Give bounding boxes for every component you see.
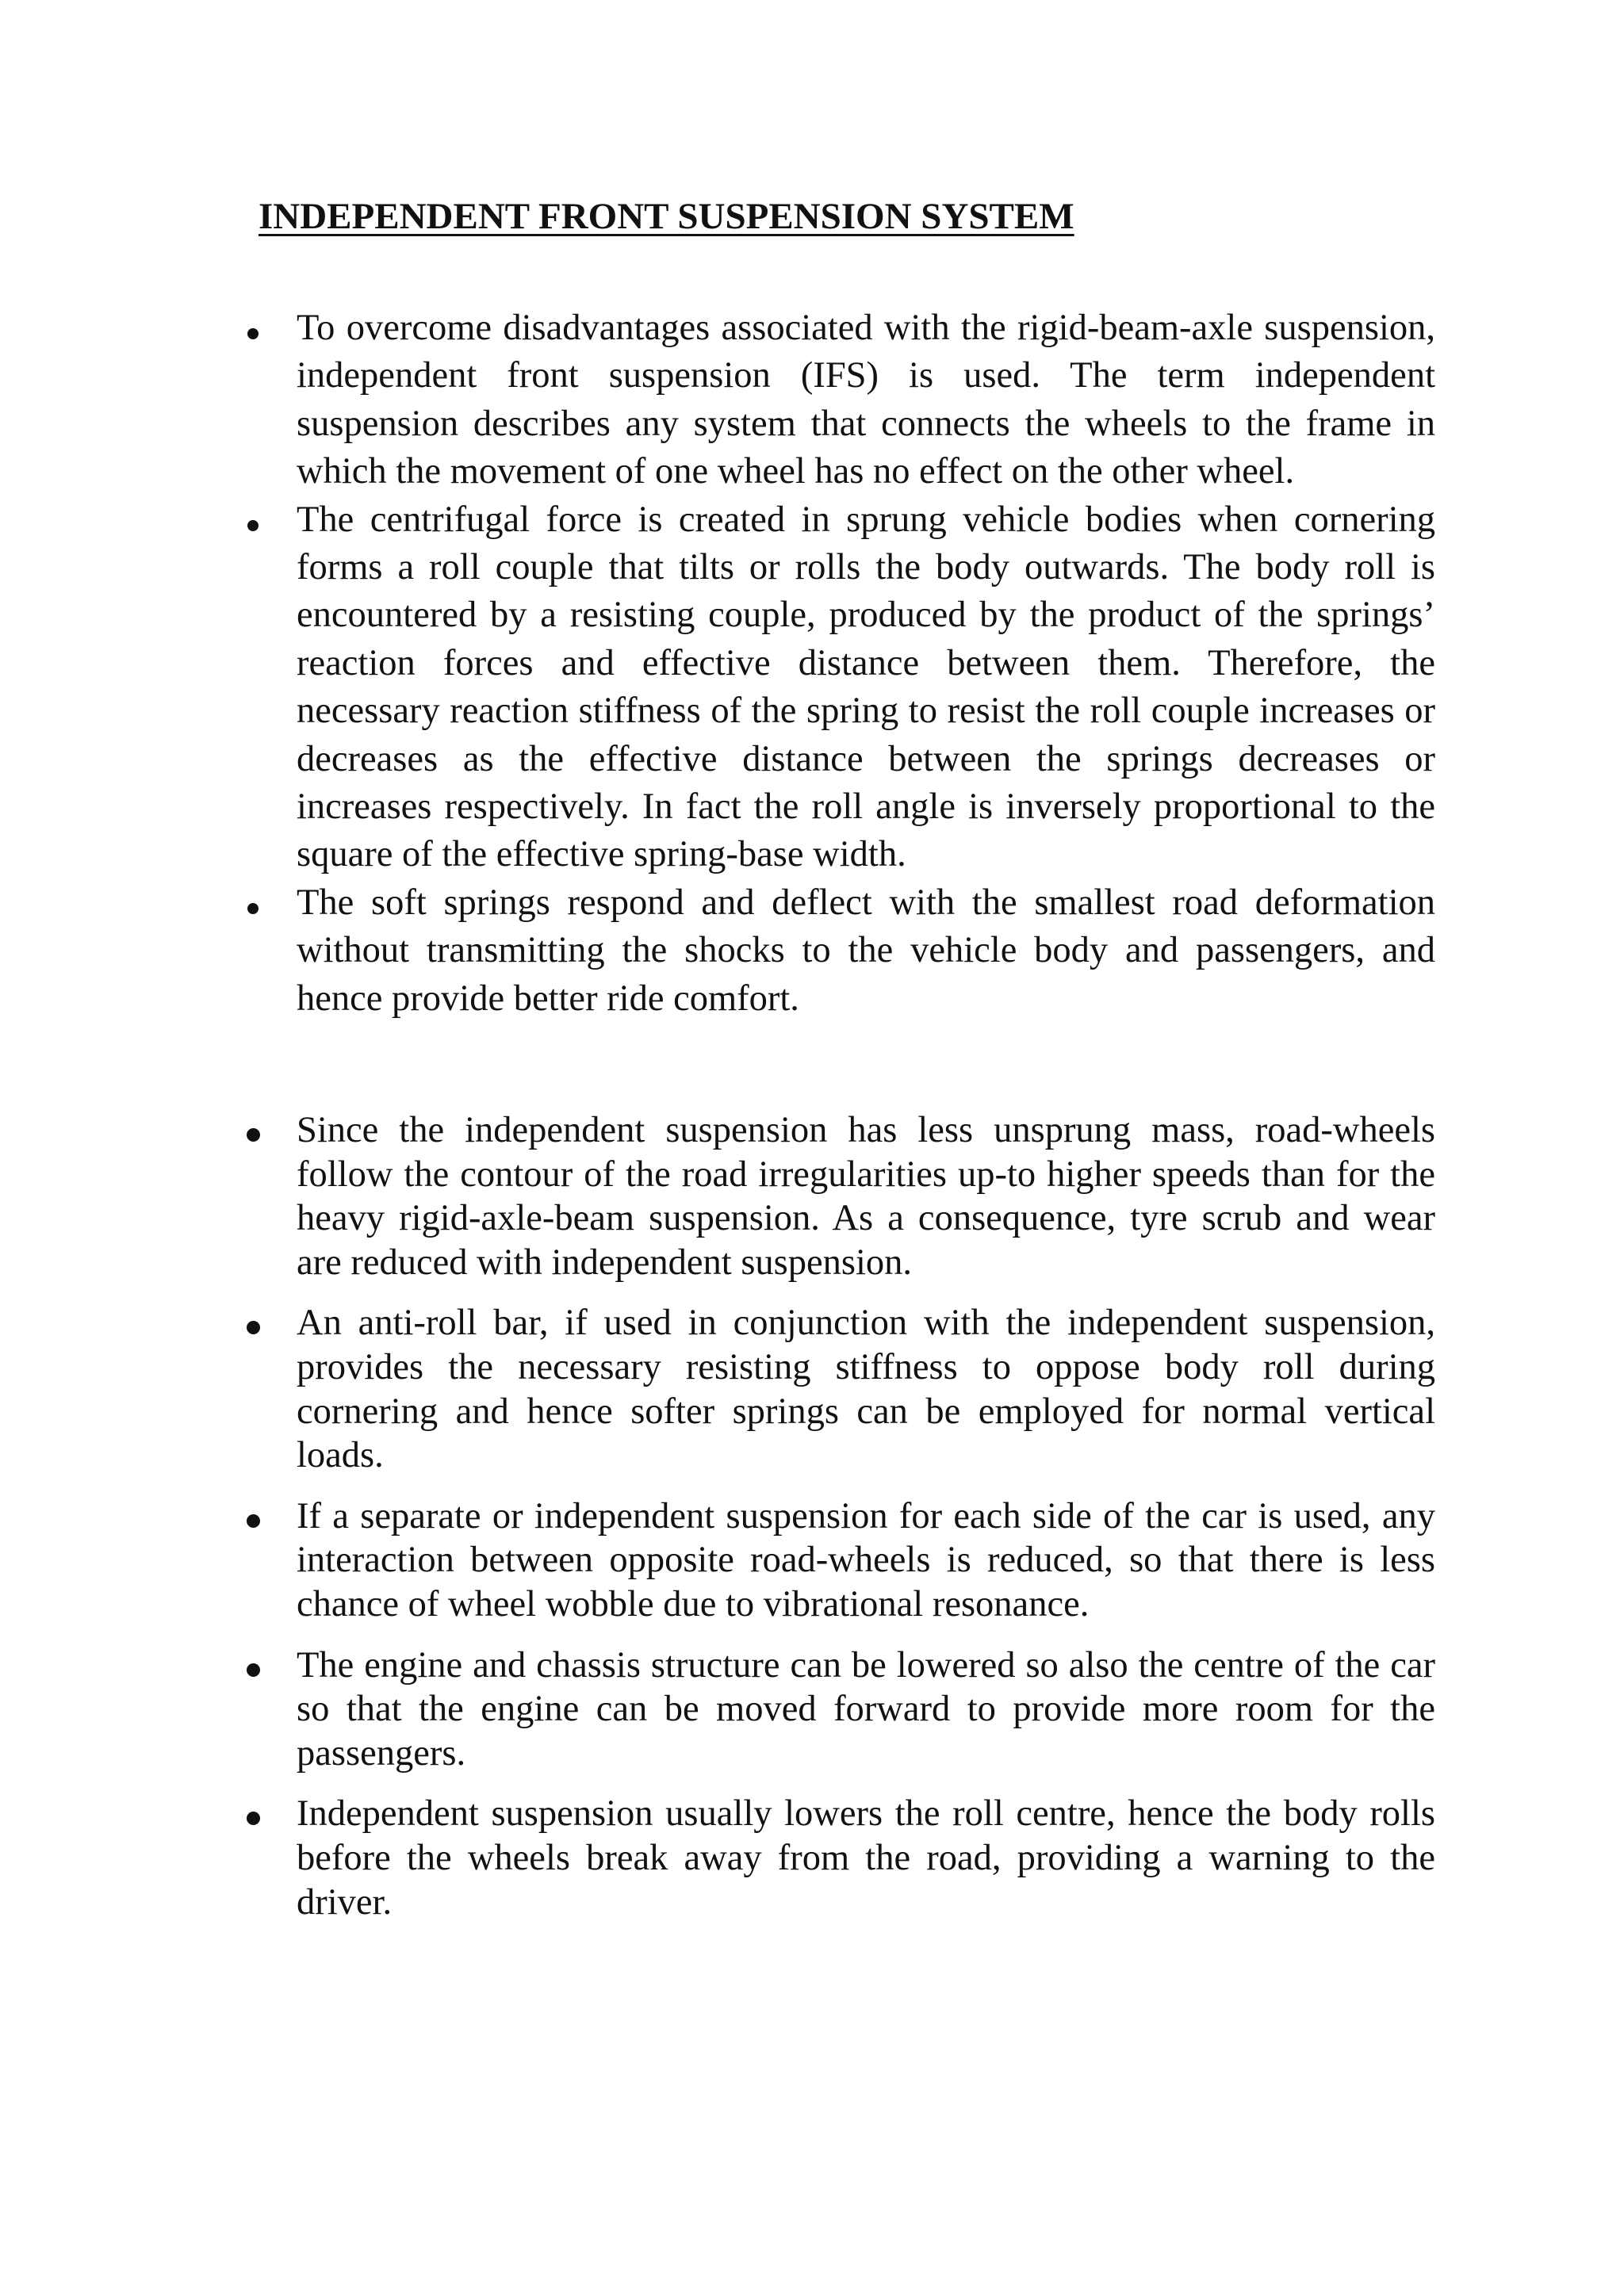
bullet-icon: [242, 1301, 264, 1345]
bullet-list-primary: [297, 304, 1435, 1023]
list-item-text: The centrifugal force is created in sprung vehicle bodies when cornering forms a roll couple that tilts or rolls the body outwards. The body roll is encountered by a resisting couple, produced by the product of the springs’ reaction forces and effective distance between them. Therefore, the necessary reaction stiffness of the spring to resist the roll couple increases or decreases as the effective distance between the springs decreases or increases respectively. In fact the roll angle is inversely proportional to the square of the effective spring-base width.: [297, 499, 1435, 875]
list-item-text: The soft springs respond and deflect with the smallest road deformation without transmitting the shocks to the vehicle body and passengers, and hence provide better ride comfort.: [297, 882, 1435, 1019]
list-item-text: If a separate or independent suspension for each side of the car is used, any interaction between opposite road-wheels is reduced, so that there is less chance of wheel wobble due to vibrational resonance.: [297, 1495, 1435, 1624]
bullet-list-secondary: [297, 1108, 1435, 1924]
bullet-icon: [242, 1644, 264, 1688]
list-item: [297, 496, 1435, 879]
bullet-icon: [242, 1494, 264, 1539]
list-item-text: Since the independent suspension has less unsprung mass, road-wheels follow the contour of the road irregularities up-to higher speeds than for the heavy rigid-axle-beam suspension. As a consequence, tyre scrub and wear are reduced with independent suspension.: [297, 1110, 1435, 1283]
list-item-text: To overcome disadvantages associated with the rigid-beam-axle suspension, independent front suspension (IFS) is used. The term independent suspension describes any system that connects the wheels to the frame in which the movement of one wheel has no effect on the other wheel.: [297, 308, 1435, 492]
bullet-icon: [242, 496, 264, 544]
list-item: [297, 1108, 1435, 1284]
page-title: INDEPENDENT FRONT SUSPENSION SYSTEM: [259, 196, 1074, 237]
bullet-icon: [242, 304, 264, 352]
list-item: [297, 1494, 1435, 1627]
list-item-text: The engine and chassis structure can be lowered so also the centre of the car so that the engine can be moved forward to provide more room for the passengers.: [297, 1644, 1435, 1774]
list-item: [297, 879, 1435, 1023]
list-item-text: Independent suspension usually lowers the roll centre, hence the body rolls before the wheels break away from the road, providing a warning to the driver.: [297, 1793, 1435, 1923]
list-item: [297, 1301, 1435, 1477]
bullet-icon: [242, 879, 264, 927]
list-item: [297, 304, 1435, 496]
bullet-icon: [242, 1108, 264, 1153]
list-item: [297, 1792, 1435, 1924]
list-item-text: An anti-roll bar, if used in conjunction with the independent suspension, provides the necessary resisting stiffness to oppose body roll during cornering and hence softer springs can be employed for normal vertical loads.: [297, 1303, 1435, 1476]
bullet-icon: [242, 1792, 264, 1836]
list-item: [297, 1644, 1435, 1776]
